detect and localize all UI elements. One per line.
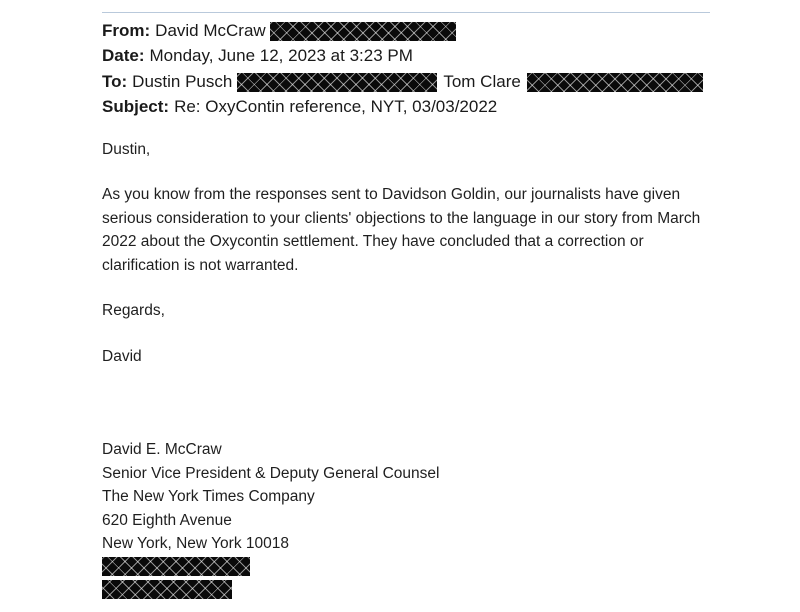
date-line bbox=[102, 45, 413, 67]
redacted-to-email-1 bbox=[237, 73, 437, 92]
header-divider bbox=[102, 12, 710, 13]
from-label: From: bbox=[102, 21, 151, 40]
to-recipient-2: Tom Clare bbox=[443, 72, 521, 91]
from-line bbox=[102, 20, 456, 42]
redacted-to-email-2 bbox=[527, 73, 703, 92]
to-label: To: bbox=[102, 72, 128, 91]
to-recipient-1: Dustin Pusch bbox=[132, 72, 233, 91]
redacted-phone bbox=[102, 557, 250, 576]
signature-address-city: New York, New York 10018 bbox=[102, 535, 289, 552]
closing: Regards, bbox=[102, 302, 165, 319]
signature-address-street: 620 Eighth Avenue bbox=[102, 511, 232, 529]
subject-label: Subject: bbox=[102, 97, 170, 116]
redacted-email bbox=[102, 580, 232, 599]
to-line bbox=[102, 71, 703, 93]
subject-line bbox=[102, 96, 497, 118]
signature-title: Senior Vice President & Deputy General Counsel bbox=[102, 464, 440, 482]
from-name: David McCraw bbox=[155, 21, 266, 40]
signature-company: The New York Times Company bbox=[102, 488, 315, 505]
sign-off-name: David bbox=[102, 348, 142, 365]
body-paragraph: As you know from the responses sent to Davidson Goldin, our journalists have given serious consideration to your clients' objections to the language in our story from March 2022 about the Oxycontin settlement. They have concluded that a correction or clarification is not warranted. bbox=[102, 186, 701, 274]
signature-block bbox=[102, 438, 439, 556]
date-label: Date: bbox=[102, 46, 145, 65]
signature-name: David E. McCraw bbox=[102, 441, 222, 458]
subject-value: Re: OxyContin reference, NYT, 03/03/2022 bbox=[174, 97, 498, 116]
redacted-from-email bbox=[270, 22, 456, 41]
greeting: Dustin, bbox=[102, 141, 151, 158]
date-value: Monday, June 12, 2023 at 3:23 PM bbox=[149, 46, 413, 65]
